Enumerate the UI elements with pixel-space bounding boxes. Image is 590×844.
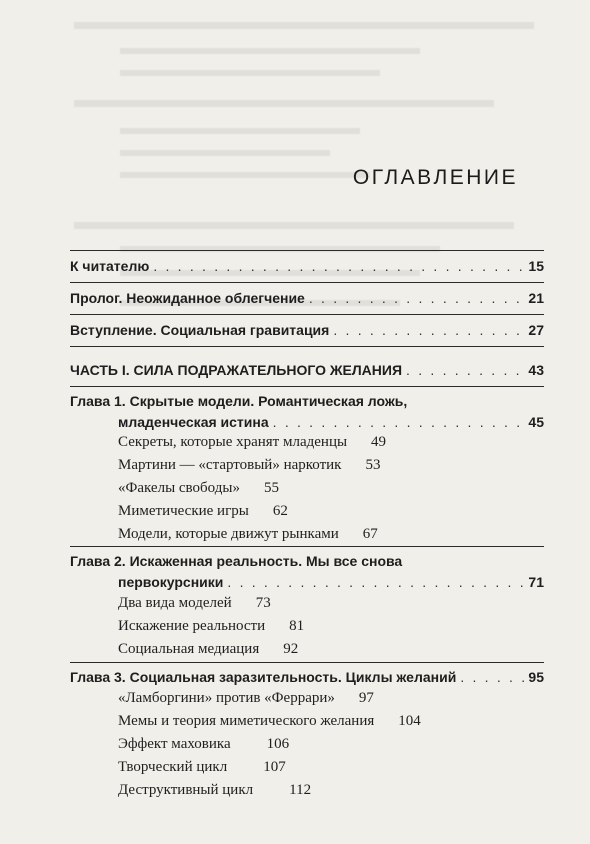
leader-dots: [227, 574, 524, 590]
divider: [70, 346, 544, 347]
section-entry: Эффект маховика 106: [118, 736, 290, 752]
chapter-1-title-line1: Глава 1. Скрытые модели. Романтическая ложь,: [70, 393, 408, 409]
section-entry: «Ламборгини» против «Феррари» 97: [118, 690, 374, 706]
leader-dots: [309, 290, 525, 306]
entry-page: 21: [528, 290, 544, 306]
entry-page: 71: [528, 574, 544, 590]
entry-title: первокурсники: [118, 574, 224, 590]
entry-title: младенческая истина: [118, 414, 269, 430]
toc-entry-introduction: [70, 322, 544, 338]
entry-page: 45: [528, 414, 544, 430]
section-entry: «Факелы свободы» 55: [118, 480, 279, 496]
entry-page: 15: [528, 258, 544, 274]
section-entry: Деструктивный цикл 112: [118, 782, 312, 798]
leader-dots: [153, 258, 524, 274]
section-entry: Социальная медиация 92: [118, 641, 299, 657]
section-entry: Искажение реальности 81: [118, 618, 305, 634]
toc-entry-prologue: [70, 290, 544, 306]
section-entry: Мемы и теория миметического желания 104: [118, 713, 421, 729]
section-entry: Модели, которые движут рынками 67: [118, 526, 378, 542]
chapter-2-title-line1: Глава 2. Искаженная реальность. Мы все снова: [70, 553, 403, 569]
leader-dots: [273, 414, 525, 430]
entry-title: К читателю: [70, 258, 150, 274]
leader-dots: [406, 362, 524, 378]
section-entry: Секреты, которые хранят младенцы 49: [118, 434, 387, 450]
divider: [70, 662, 544, 663]
divider: [70, 250, 544, 251]
toc-entry-part-1: [70, 362, 544, 378]
section-entry: Мартини — «стартовый» наркотик 53: [118, 457, 381, 473]
part-page: 43: [528, 362, 544, 378]
entry-title: Глава 3. Социальная заразительность. Циклы желаний: [70, 669, 457, 685]
entry-title: Пролог. Неожиданное облегчение: [70, 290, 305, 306]
chapter-2-title-line2: [118, 574, 544, 590]
leader-dots: [460, 669, 524, 685]
chapter-3-title: [70, 669, 544, 685]
part-title: ЧАСТЬ I. СИЛА ПОДРАЖАТЕЛЬНОГО ЖЕЛАНИЯ: [70, 362, 403, 378]
section-entry: Творческий цикл 107: [118, 759, 286, 775]
divider: [70, 386, 544, 387]
entry-page: 27: [528, 322, 544, 338]
leader-dots: [333, 322, 524, 338]
divider: [70, 546, 544, 547]
section-entry: Миметические игры 62: [118, 503, 288, 519]
entry-page: 95: [528, 669, 544, 685]
section-entry: Два вида моделей 73: [118, 595, 271, 611]
chapter-1-title-line2: [118, 414, 544, 430]
toc-entry-reader: [70, 258, 544, 274]
divider: [70, 282, 544, 283]
divider: [70, 314, 544, 315]
entry-title: Вступление. Социальная гравитация: [70, 322, 330, 338]
bleed-through-texture: [0, 0, 590, 330]
toc-heading: ОГЛАВЛЕНИЕ: [352, 166, 518, 189]
